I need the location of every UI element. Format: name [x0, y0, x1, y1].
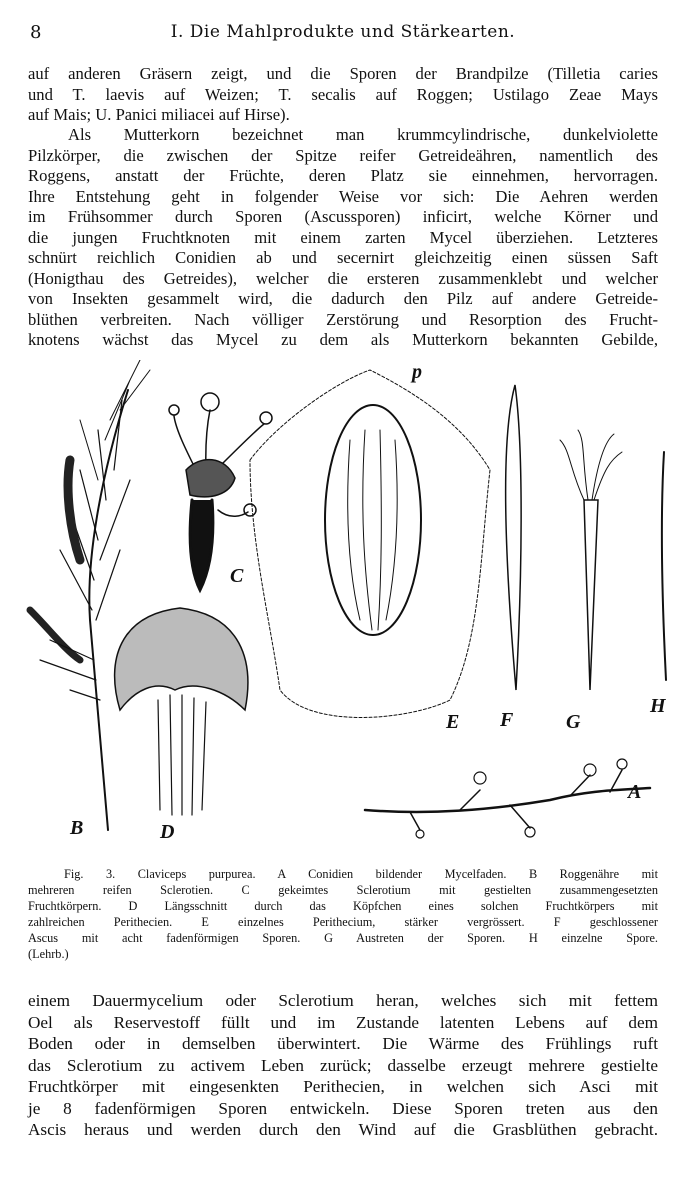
- text-line: Oel als Reservestoff füllt und im Zustande latenten Lebens auf dem: [28, 1012, 658, 1032]
- text-line: einem Dauermycelium oder Sclerotium heran, welches sich mit fettem: [28, 991, 658, 1010]
- sclerotium-drawing: [169, 393, 272, 590]
- figure-illustration: [10, 360, 670, 860]
- text-line: und T. laevis auf Weizen; T. secalis auf Roggen; Ustilago Zeae Mays: [28, 84, 658, 104]
- ascus-drawings: [506, 385, 666, 690]
- figure-label-f: F: [500, 709, 514, 731]
- running-head: [28, 22, 658, 46]
- text-line: je 8 fadenförmigen Sporen entwickeln. Diese Sporen treten aus den: [28, 1098, 658, 1118]
- chapter-title: I. Die Mahlprodukte und Stärkearten.: [170, 22, 516, 42]
- paragraph-2: [28, 125, 658, 351]
- figure-label-d: D: [160, 821, 175, 843]
- paragraph-3: [28, 990, 658, 1141]
- text-line: Roggens, anstatt der Früchte, deren Platz sie einnehmen, hervorragen.: [28, 166, 658, 185]
- figure-label-b: B: [70, 817, 84, 839]
- text-line: Ascis heraus und werden durch den Wind auf die Grasblüthen gebracht.: [28, 1120, 658, 1139]
- perithecium-drawing: [250, 370, 490, 718]
- page-number: 8: [30, 22, 42, 43]
- text-line: im Frühsommer durch Sporen (Ascussporen) inficirt, welche Körner und: [28, 207, 658, 226]
- rye-ear-drawing: [30, 360, 150, 830]
- figure-label-e: E: [446, 711, 460, 733]
- mycelium-drawing: [365, 759, 650, 838]
- text-line: Ihre Entstehung geht in folgender Weise vor sich: Die Aehren werden: [28, 186, 658, 206]
- text-line: schnürt reichlich Conidien ab und secernirt gleichzeitig einen süssen Saft: [28, 248, 658, 267]
- caption-line: Fig. 3. Claviceps purpurea. A Conidien bildender Mycelfaden. B Roggenähre mit: [64, 867, 658, 881]
- figure-label-h: H: [650, 695, 666, 717]
- paragraph-1: [28, 64, 658, 126]
- text-line: das Sclerotium zu activem Leben zurück; dasselbe erzeugt mehrere gestielte: [28, 1055, 658, 1075]
- caption-line: Ascus mit acht fadenförmigen Sporen. G Austreten der Sporen. H einzelne Spore.: [28, 931, 658, 945]
- caption-line: mehreren reifen Sclerotien. C gekeimtes Sclerotium mit gestielten zusammengesetzten: [28, 883, 658, 897]
- text-line: die jungen Fruchtknoten mit einem zarten Mycel überziehen. Letzteres: [28, 227, 658, 247]
- text-line: von Insekten gesammelt wird, die dadurch den Pilz auf andere Getreide-: [28, 289, 658, 308]
- text-line: Boden oder in demselben überwintert. Die Wärme des Frühlings ruft: [28, 1034, 658, 1053]
- caption-line: (Lehrb.): [28, 947, 69, 961]
- figure-caption: [28, 866, 658, 962]
- figure-label-p: p: [412, 361, 422, 383]
- text-line: auf anderen Gräsern zeigt, und die Sporen der Brandpilze (Tilletia caries: [28, 64, 658, 83]
- text-line: Als Mutterkorn bezeichnet man krummcylindrische, dunkelviolette: [68, 125, 658, 144]
- caption-line: Fruchtkörpern. D Längsschnitt durch das Köpfchen eines solchen Fruchtkörpers mit: [28, 899, 658, 913]
- text-line: blüthen verbreiten. Nach völliger Zerstörung und Resorption des Frucht-: [28, 309, 658, 329]
- figure-label-c: C: [230, 565, 244, 587]
- text-line: knotens wächst das Mycel zu dem als Mutterkorn bekannten Gebilde,: [28, 330, 658, 349]
- text-line: Pilzkörper, die zwischen der Spitze reifer Getreideähren, namentlich des: [28, 145, 658, 165]
- text-line: (Honigthau des Getreides), welcher die ersteren zusammenklebt und welcher: [28, 268, 658, 288]
- text-line: Fruchtkörper mit eingesenkten Perithecien, in welchen sich Asci mit: [28, 1077, 658, 1096]
- text-line: auf Mais; U. Panici miliacei auf Hirse).: [28, 105, 290, 124]
- caption-line: zahlreichen Perithecien. E einzelnes Perithecium, stärker vergrössert. F geschlossener: [28, 915, 658, 929]
- section-drawing: [115, 608, 248, 815]
- figure-claviceps: [10, 360, 670, 860]
- figure-label-a: A: [628, 781, 642, 803]
- figure-label-g: G: [566, 711, 581, 733]
